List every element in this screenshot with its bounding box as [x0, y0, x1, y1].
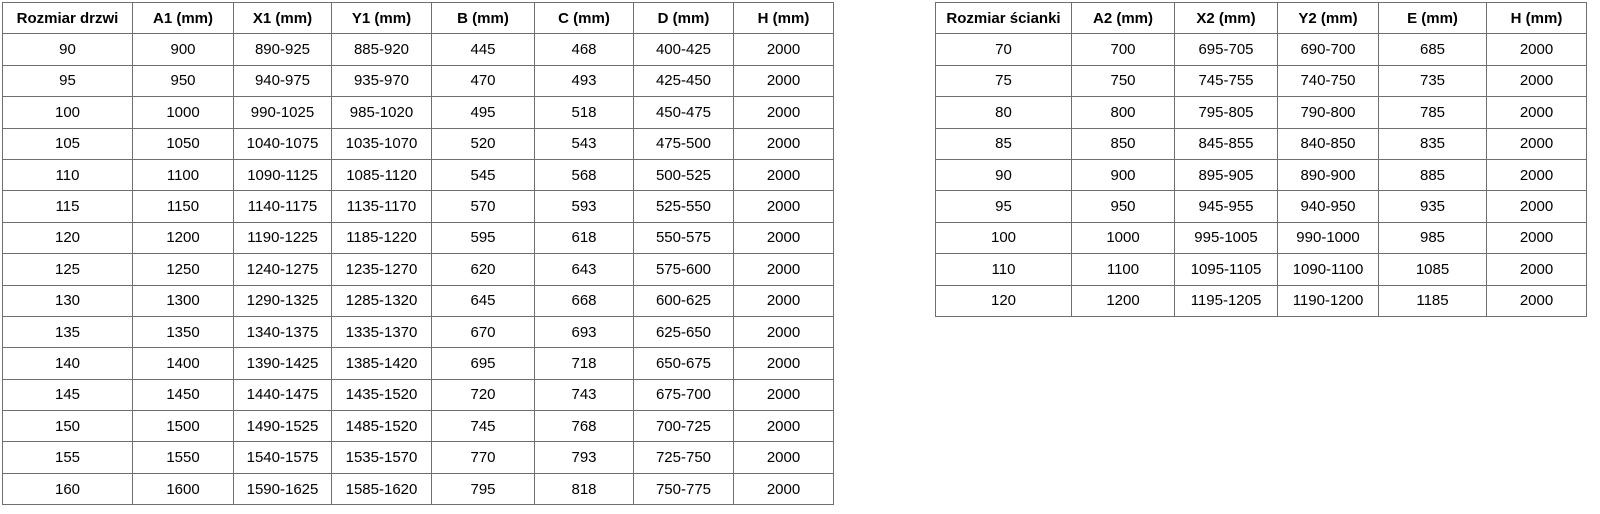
table-cell: 2000 — [734, 65, 834, 96]
table-row — [936, 34, 1587, 65]
table-cell: 625-650 — [634, 316, 734, 347]
table-cell: 990-1000 — [1278, 222, 1379, 253]
table-cell: 500-525 — [634, 159, 734, 190]
table-cell: 1340-1375 — [234, 316, 332, 347]
table-row — [936, 159, 1587, 190]
table-row — [936, 254, 1587, 285]
table-row — [3, 254, 834, 285]
table-cell: 1100 — [1072, 254, 1175, 285]
table-cell: 518 — [535, 97, 634, 128]
table-cell: 1100 — [133, 159, 234, 190]
table-cell: 1150 — [133, 191, 234, 222]
table-cell: 935 — [1379, 191, 1487, 222]
table-cell: 2000 — [734, 442, 834, 473]
table-cell: 650-675 — [634, 348, 734, 379]
table-cell: 1335-1370 — [332, 316, 432, 347]
table-cell: 2000 — [734, 34, 834, 65]
table-cell: 1290-1325 — [234, 285, 332, 316]
table-cell: 2000 — [1487, 65, 1587, 96]
table-cell: 940-950 — [1278, 191, 1379, 222]
table-cell: 690-700 — [1278, 34, 1379, 65]
table-cell: 795-805 — [1175, 97, 1278, 128]
table-cell: 160 — [3, 473, 133, 504]
table-row — [3, 285, 834, 316]
table-cell: 950 — [133, 65, 234, 96]
table-cell: 595 — [432, 222, 535, 253]
table-cell: 425-450 — [634, 65, 734, 96]
table-cell: 2000 — [734, 97, 834, 128]
table-cell: 1200 — [133, 222, 234, 253]
table-cell: 750 — [1072, 65, 1175, 96]
table-cell: 2000 — [1487, 222, 1587, 253]
table-row — [3, 34, 834, 65]
table-cell: 90 — [3, 34, 133, 65]
table-cell: 700-725 — [634, 411, 734, 442]
table-cell: 1350 — [133, 316, 234, 347]
table-cell: 620 — [432, 254, 535, 285]
column-header: E (mm) — [1379, 3, 1487, 34]
table-cell: 1435-1520 — [332, 379, 432, 410]
table-cell: 745 — [432, 411, 535, 442]
column-header: H (mm) — [734, 3, 834, 34]
table-cell: 1440-1475 — [234, 379, 332, 410]
table-cell: 2000 — [734, 316, 834, 347]
table-cell: 1135-1170 — [332, 191, 432, 222]
table-cell: 618 — [535, 222, 634, 253]
table-cell: 90 — [936, 159, 1072, 190]
table-cell: 1540-1575 — [234, 442, 332, 473]
table-cell: 543 — [535, 128, 634, 159]
table-cell: 120 — [936, 285, 1072, 316]
table-cell: 520 — [432, 128, 535, 159]
table-cell: 985 — [1379, 222, 1487, 253]
table-cell: 1185-1220 — [332, 222, 432, 253]
table-cell: 570 — [432, 191, 535, 222]
table-cell: 2000 — [1487, 34, 1587, 65]
table-cell: 645 — [432, 285, 535, 316]
table-cell: 1140-1175 — [234, 191, 332, 222]
column-header: H (mm) — [1487, 3, 1587, 34]
table-cell: 1535-1570 — [332, 442, 432, 473]
table-cell: 470 — [432, 65, 535, 96]
table-row — [936, 128, 1587, 159]
table-cell: 1590-1625 — [234, 473, 332, 504]
column-header: A2 (mm) — [1072, 3, 1175, 34]
table-cell: 400-425 — [634, 34, 734, 65]
table-cell: 1195-1205 — [1175, 285, 1278, 316]
table-cell: 550-575 — [634, 222, 734, 253]
column-header: Rozmiar ścianki — [936, 3, 1072, 34]
table-cell: 1200 — [1072, 285, 1175, 316]
table-cell: 785 — [1379, 97, 1487, 128]
column-header: Y1 (mm) — [332, 3, 432, 34]
table-cell: 1585-1620 — [332, 473, 432, 504]
door-sizes-table — [2, 2, 834, 505]
table-cell: 950 — [1072, 191, 1175, 222]
table-cell: 1000 — [1072, 222, 1175, 253]
table-cell: 95 — [936, 191, 1072, 222]
table-cell: 1235-1270 — [332, 254, 432, 285]
table-cell: 750-775 — [634, 473, 734, 504]
table-cell: 1550 — [133, 442, 234, 473]
table-cell: 1085 — [1379, 254, 1487, 285]
table-cell: 770 — [432, 442, 535, 473]
table-cell: 2000 — [734, 191, 834, 222]
table-cell: 2000 — [734, 473, 834, 504]
column-header: Rozmiar drzwi — [3, 3, 133, 34]
table-cell: 695 — [432, 348, 535, 379]
table-cell: 2000 — [1487, 159, 1587, 190]
table-cell: 795 — [432, 473, 535, 504]
table-cell: 2000 — [1487, 254, 1587, 285]
column-header: X2 (mm) — [1175, 3, 1278, 34]
table-cell: 1240-1275 — [234, 254, 332, 285]
table-cell: 115 — [3, 191, 133, 222]
table-cell: 1190-1200 — [1278, 285, 1379, 316]
column-header: B (mm) — [432, 3, 535, 34]
table-cell: 985-1020 — [332, 97, 432, 128]
table-cell: 145 — [3, 379, 133, 410]
table-cell: 885-920 — [332, 34, 432, 65]
table-row — [3, 222, 834, 253]
table-cell: 835 — [1379, 128, 1487, 159]
table-row — [3, 379, 834, 410]
table-row — [3, 442, 834, 473]
table-row — [3, 473, 834, 504]
table-cell: 155 — [3, 442, 133, 473]
table-cell: 718 — [535, 348, 634, 379]
table-row — [3, 97, 834, 128]
column-header: A1 (mm) — [133, 3, 234, 34]
table-cell: 105 — [3, 128, 133, 159]
table-cell: 670 — [432, 316, 535, 347]
table-cell: 1400 — [133, 348, 234, 379]
table-cell: 1190-1225 — [234, 222, 332, 253]
table-cell: 840-850 — [1278, 128, 1379, 159]
table-cell: 2000 — [1487, 285, 1587, 316]
table-cell: 2000 — [734, 379, 834, 410]
table-cell: 70 — [936, 34, 1072, 65]
table-cell: 445 — [432, 34, 535, 65]
table-cell: 1300 — [133, 285, 234, 316]
table-cell: 2000 — [734, 222, 834, 253]
table-row — [3, 191, 834, 222]
table-cell: 900 — [133, 34, 234, 65]
table-cell: 940-975 — [234, 65, 332, 96]
table-cell: 1185 — [1379, 285, 1487, 316]
table-cell: 2000 — [1487, 191, 1587, 222]
table-row — [936, 191, 1587, 222]
table-cell: 2000 — [734, 128, 834, 159]
table-cell: 1095-1105 — [1175, 254, 1278, 285]
table-cell: 1385-1420 — [332, 348, 432, 379]
table-row — [3, 128, 834, 159]
table-cell: 140 — [3, 348, 133, 379]
table-cell: 1050 — [133, 128, 234, 159]
table-cell: 995-1005 — [1175, 222, 1278, 253]
column-header: X1 (mm) — [234, 3, 332, 34]
table-cell: 110 — [936, 254, 1072, 285]
table-cell: 1485-1520 — [332, 411, 432, 442]
table-cell: 1090-1100 — [1278, 254, 1379, 285]
table-cell: 1000 — [133, 97, 234, 128]
table-cell: 1500 — [133, 411, 234, 442]
table-cell: 675-700 — [634, 379, 734, 410]
table-cell: 75 — [936, 65, 1072, 96]
table-cell: 135 — [3, 316, 133, 347]
table-cell: 685 — [1379, 34, 1487, 65]
table-cell: 450-475 — [634, 97, 734, 128]
table-cell: 725-750 — [634, 442, 734, 473]
table-cell: 110 — [3, 159, 133, 190]
table-cell: 695-705 — [1175, 34, 1278, 65]
column-header: C (mm) — [535, 3, 634, 34]
table-cell: 495 — [432, 97, 535, 128]
table-cell: 468 — [535, 34, 634, 65]
table-cell: 1090-1125 — [234, 159, 332, 190]
table-cell: 568 — [535, 159, 634, 190]
table-cell: 1040-1075 — [234, 128, 332, 159]
table-cell: 790-800 — [1278, 97, 1379, 128]
table-row — [936, 285, 1587, 316]
table-cell: 693 — [535, 316, 634, 347]
table-row — [936, 222, 1587, 253]
table-cell: 593 — [535, 191, 634, 222]
table-cell: 600-625 — [634, 285, 734, 316]
table-cell: 150 — [3, 411, 133, 442]
table-cell: 885 — [1379, 159, 1487, 190]
table-cell: 125 — [3, 254, 133, 285]
table-cell: 735 — [1379, 65, 1487, 96]
table-cell: 493 — [535, 65, 634, 96]
table-cell: 1490-1525 — [234, 411, 332, 442]
column-header: D (mm) — [634, 3, 734, 34]
table-cell: 85 — [936, 128, 1072, 159]
table-cell: 895-905 — [1175, 159, 1278, 190]
table-cell: 100 — [3, 97, 133, 128]
wall-panel-sizes-table — [935, 2, 1587, 317]
table-cell: 850 — [1072, 128, 1175, 159]
table-cell: 1450 — [133, 379, 234, 410]
column-header: Y2 (mm) — [1278, 3, 1379, 34]
table-cell: 793 — [535, 442, 634, 473]
table-cell: 800 — [1072, 97, 1175, 128]
table-row — [3, 65, 834, 96]
table-cell: 2000 — [1487, 97, 1587, 128]
table-row — [936, 97, 1587, 128]
table-cell: 740-750 — [1278, 65, 1379, 96]
table-cell: 668 — [535, 285, 634, 316]
table-cell: 720 — [432, 379, 535, 410]
table-cell: 768 — [535, 411, 634, 442]
table-cell: 100 — [936, 222, 1072, 253]
table-cell: 1600 — [133, 473, 234, 504]
table-cell: 2000 — [734, 285, 834, 316]
header-row — [3, 3, 834, 34]
table-cell: 900 — [1072, 159, 1175, 190]
table-cell: 120 — [3, 222, 133, 253]
table-cell: 545 — [432, 159, 535, 190]
table-row — [3, 159, 834, 190]
table-cell: 2000 — [734, 348, 834, 379]
table-cell: 525-550 — [634, 191, 734, 222]
table-cell: 2000 — [1487, 128, 1587, 159]
table-cell: 1390-1425 — [234, 348, 332, 379]
table-cell: 745-755 — [1175, 65, 1278, 96]
table-cell: 700 — [1072, 34, 1175, 65]
table-cell: 2000 — [734, 159, 834, 190]
table-cell: 130 — [3, 285, 133, 316]
table-cell: 845-855 — [1175, 128, 1278, 159]
header-row — [936, 3, 1587, 34]
table-cell: 945-955 — [1175, 191, 1278, 222]
table-cell: 1085-1120 — [332, 159, 432, 190]
table-cell: 818 — [535, 473, 634, 504]
table-row — [3, 348, 834, 379]
table-cell: 890-925 — [234, 34, 332, 65]
table-cell: 575-600 — [634, 254, 734, 285]
table-cell: 475-500 — [634, 128, 734, 159]
table-row — [3, 316, 834, 347]
table-cell: 95 — [3, 65, 133, 96]
table-cell: 935-970 — [332, 65, 432, 96]
table-cell: 1285-1320 — [332, 285, 432, 316]
table-cell: 1250 — [133, 254, 234, 285]
table-row — [3, 411, 834, 442]
table-cell: 2000 — [734, 411, 834, 442]
table-cell: 80 — [936, 97, 1072, 128]
table-row — [936, 65, 1587, 96]
table-cell: 1035-1070 — [332, 128, 432, 159]
table-cell: 643 — [535, 254, 634, 285]
table-cell: 990-1025 — [234, 97, 332, 128]
table-cell: 743 — [535, 379, 634, 410]
table-cell: 2000 — [734, 254, 834, 285]
table-cell: 890-900 — [1278, 159, 1379, 190]
